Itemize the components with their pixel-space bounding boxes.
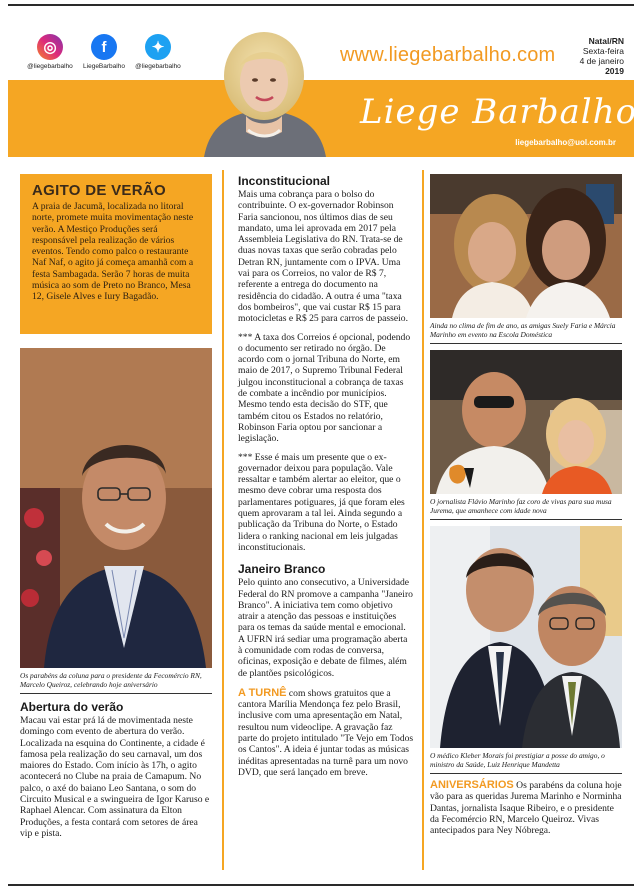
- site-url-link[interactable]: www.liegebarbalho.com: [340, 44, 556, 66]
- instagram-icon: ◎: [37, 34, 63, 60]
- turne-lead: A TURNÊ: [238, 686, 287, 699]
- caption-rule-4: [430, 773, 622, 774]
- aniversarios-text: Os parabéns da coluna hoje vão para as queridas Jurema Marinho e Norminha Dantas, jornalista Isaque Ribeiro, e o presidente da Fecomércio RN, Marcelo Queiroz. Vivas antecipados para Ney Nóbrega.: [430, 780, 622, 837]
- column-divider-right: [422, 170, 424, 870]
- agito-text: A praia de Jacumã, localizada no litoral norte, promete muita movimentação neste verão. A Mestiço Produções será responsável pela realização de vários eventos. Tendo como palco o restaurante Naf Naf, o agito já começa amanhã com a festa Sambagada. Serão 7 horas de muita música ao som de Preto no Branco, Mesa 12, Gisele Alves e Iury Bagadão.: [32, 201, 194, 303]
- photo-flavio-jurema-caption: O jornalista Flávio Marinho faz coro de vivas para sua musa Jurema, que amanhece com idade nova: [430, 497, 612, 515]
- bottom-rule: [8, 884, 634, 886]
- photo-marcelo-queiroz: [20, 348, 212, 668]
- turne-text: com shows gratuitos que a cantora Marília Mendonça fez pelo Brasil, inclusive com uma apresentação em Natal, resultou num videoclipe. A gravação faz parte do projeto intitulado "Te Vejo em Todos os Cantos". A ideia é juntar todas as músicas inéditas apresentadas na turnê para um novo DVD, que será lançado em breve.: [238, 687, 414, 778]
- page-header: [0, 0, 642, 160]
- social-instagram[interactable]: [20, 34, 80, 70]
- caption-rule: [20, 693, 212, 694]
- inconstitucional-p3: *** Esse é mais um presente que o ex-governador deixou para população. Vale ressaltar e também alertar ao eleitor, que o mesmo deve cobrar uma resposta dos parlamentares potiguares, já que foram eles quem aprovaram a tal lei. Ainda segundo a publicação da Tribuna do Norte, o Estado lidera o ranking nacional em leis julgadas inconstitucionais.: [238, 451, 405, 553]
- right-column: [430, 174, 622, 836]
- photo-flavio-jurema-image: [430, 350, 622, 494]
- janeiro-branco-text: Pelo quinto ano consecutivo, a Universidade Federal do RN promove a campanha "Janeiro Branco". A iniciativa tem como objetivo atrair a atenção das pessoas e instituições para os temas da saúde mental e emocional. A UFRN irá sediar uma programação aberta à comunidade com rodas de conversa, oficinas, exposição e debate de filmes, além de plantões psicológicos.: [238, 577, 413, 679]
- caption-rule-3: [430, 519, 622, 520]
- janeiro-branco-title: Janeiro Branco: [238, 562, 326, 577]
- photo-flavio-jurema: [430, 350, 622, 494]
- columnist-portrait: [196, 26, 332, 157]
- social-facebook[interactable]: [74, 34, 134, 70]
- turne-paragraph: [238, 688, 414, 778]
- photo-marcelo-caption: Os parabéns da coluna para o presidente da Fecomércio RN, Marcelo Queiroz, celebrando hoje aniversário: [20, 671, 202, 689]
- photo-suely-marcia: [430, 174, 622, 318]
- abertura-text: Macau vai estar prá lá de movimentada neste domingo com evento de abertura do verão. Localizada na esquina do Continente, a cidade é famosa pela realização do seu carnaval, um dos maiores do Estado. Com início às 17h, o agito acontecerá no Clube na praia de Camapum. No palco, o axé do baiano Leo Santana, o som do Circuito Musical e a swingueira de Igor Karuso e Raphael Alencar. Com assinatura da Elton Produções, a festa contará com setores de área vip e pista.: [20, 715, 210, 839]
- aniversarios-lead: ANIVERSÁRIOS: [430, 779, 514, 791]
- photo-suely-marcia-image: [430, 174, 622, 318]
- facebook-icon: f: [91, 34, 117, 60]
- date-block: [580, 36, 624, 76]
- social-twitter[interactable]: [128, 34, 188, 70]
- date-weekday: Sexta-feira: [582, 46, 624, 56]
- instagram-handle: @liegebarbalho: [27, 63, 73, 70]
- column-email-link[interactable]: liegebarbalho@uol.com.br: [515, 138, 616, 147]
- abertura-title: Abertura do verão: [20, 700, 124, 714]
- aniversarios-paragraph: [430, 780, 622, 836]
- photo-marcelo-queiroz-image: [20, 348, 212, 668]
- column-title: Liege Barbalho: [360, 92, 638, 132]
- facebook-handle: LiegeBarbalho: [83, 63, 125, 70]
- inconstitucional-p1: Mais uma cobrança para o bolso do contribuinte. O ex-governador Robinson Faria sancionou, nos últimos dias de seu mandato, uma lei aprovada em 2017 pela Assembleia Legislativa do RN. Trata-se de duas novas taxas que serão cobradas pelo Detran RN, juntamente com o IPVA. Uma vai para os Correios, no valor de R$ 7, referente a entrega do documento na residência do cidadão. A outra é uma "taxa dos bombeiros", que vai custar R$ 15 para motocicletas e R$ 25 para carros de passeio.: [238, 189, 408, 325]
- photo-kleber-mandetta: [430, 526, 622, 748]
- column-divider-left: [222, 170, 224, 870]
- inconstitucional-p2: *** A taxa dos Correios é opcional, podendo o documento ser retirado no órgão. De acordo com o jornal Tribuna do Norte, em maio de 2017, o Supremo Tribunal Federal julgou inconstitucional a cobrança de taxas de combate a incêndio por municípios. Mesmo tendo esta decisão do STF, que também citou os Estados no relatório, Robinson Faria optou por sancionar a legislação.: [238, 331, 411, 445]
- photo-kleber-mandetta-image: [430, 526, 622, 748]
- twitter-handle: @liegebarbalho: [135, 63, 181, 70]
- middle-column: [238, 174, 414, 778]
- date-city: Natal/RN: [588, 36, 624, 46]
- left-column: [20, 174, 212, 839]
- photo-suely-marcia-caption: Ainda no clima de fim de ano, as amigas Suely Faria e Márcia Marinho em evento na Escola Doméstica: [430, 321, 616, 339]
- twitter-icon: ✦: [145, 34, 171, 60]
- agito-title: AGITO DE VERÃO: [32, 182, 166, 199]
- photo-kleber-mandetta-caption: O médico Kleber Morais foi prestigiar a posse do amigo, o ministro da Saúde, Luiz Henrique Mandetta: [430, 751, 605, 769]
- top-rule: [8, 4, 634, 6]
- agito-box: [20, 174, 212, 334]
- caption-rule-2: [430, 343, 622, 344]
- date-year: 2019: [605, 66, 624, 76]
- inconstitucional-title: Inconstitucional: [238, 174, 331, 188]
- date-day: 4 de janeiro: [579, 56, 624, 66]
